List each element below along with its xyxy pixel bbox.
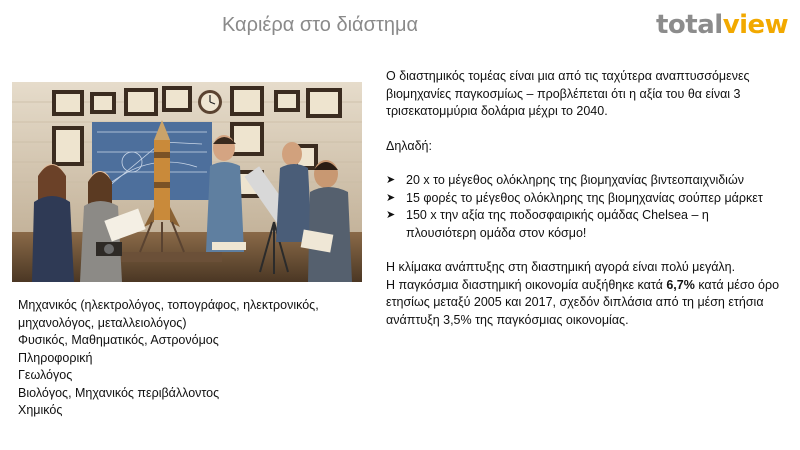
intro-paragraph: Ο διαστημικός τομέας είναι μια από τις ταχύτερα αναπτυσσόμενες βιομηχανίες παγκοσμίως – προβλέπεται ότι η αξία του θα είναι 3 τρισεκατομμύρια δολάρια μέχρι το 2040.: [386, 69, 750, 118]
comparison-item: [386, 207, 781, 242]
professions-list: [18, 297, 378, 420]
logo-part-total: total: [656, 10, 723, 40]
arrow-bullet-icon: ➤: [386, 174, 396, 186]
comparison-text: 20 x το μέγεθος ολόκληρης της βιομηχανίας βιντεοπαιχνιδιών: [406, 173, 744, 187]
profession-item: Βιολόγος, Μηχανικός περιβάλλοντος: [18, 385, 220, 400]
slide-title: Καριέρα στο διάστημα: [221, 14, 419, 36]
comparison-item: [386, 172, 781, 190]
profession-item: Μηχανικός (ηλεκτρολόγος, τοπογράφος, ηλεκτρονικός,: [18, 298, 319, 312]
comparison-item: [386, 190, 781, 208]
body-text: [386, 68, 781, 329]
profession-item: μηχανολόγος, μεταλλειολόγος): [18, 315, 187, 330]
profession-item: Χημικός: [18, 403, 63, 417]
logo-part-view: view: [722, 10, 789, 40]
growth-paragraph: [386, 277, 781, 330]
that-is-label: Δηλαδή:: [386, 138, 432, 153]
growth-post: κατά μέσο όρο ετησίως μεταξύ 2005 και 2017, σχεδόν διπλάσια από τη μέση ετήσια ανάπτυξη 3,5% της παγκόσμιας οικονομίας.: [386, 277, 780, 327]
growth-heading: Η κλίμακα ανάπτυξης στη διαστημική αγορά είναι πολύ μεγάλη.: [386, 260, 736, 274]
comparison-text: 150 x την αξία της ποδοσφαιρικής ομάδας Chelsea – η πλουσιότερη ομάδα στον κόσμο!: [406, 208, 709, 240]
profession-item: Γεωλόγος: [18, 368, 73, 382]
profession-item: Πληροφορική: [18, 350, 93, 365]
arrow-bullet-icon: ➤: [386, 191, 396, 204]
comparison-text: 15 φορές το μέγεθος ολόκληρης της βιομηχανίας σούπερ μάρκετ: [406, 190, 763, 205]
comparison-list: [386, 172, 781, 242]
growth-rate: 6,7%: [666, 277, 695, 292]
profession-item: Φυσικός, Μαθηματικός, Αστρονόμος: [18, 333, 219, 347]
space-workshop-illustration: [12, 82, 362, 282]
growth-pre: Η παγκόσμια διαστημική οικονομία αυξήθηκε κατά: [386, 277, 667, 292]
totalview-logo: [656, 10, 788, 40]
workshop-scene-image: [12, 82, 362, 282]
arrow-bullet-icon: ➤: [386, 209, 396, 221]
